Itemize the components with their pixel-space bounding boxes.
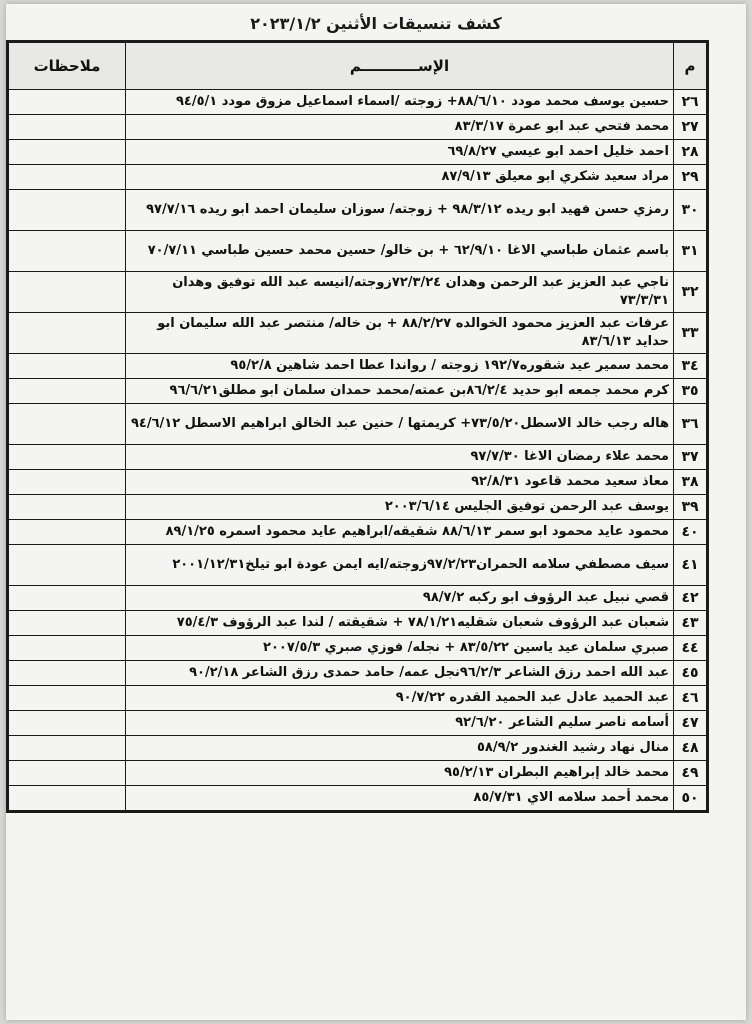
table-row — [8, 165, 708, 190]
row-notes — [8, 140, 126, 165]
row-name: حسين يوسف محمد مودد ٨٨/٦/١٠+ زوجته /اسماء اسماعيل مزوق مودد ٩٤/٥/١ — [126, 90, 674, 115]
row-name: سيف مصطفي سلامه الحمران٩٧/٢/٢٣زوجته/ايه ايمن عودة ابو تيلخ٢٠٠١/١٢/٣١ — [126, 545, 674, 586]
row-number: ٢٦ — [674, 90, 708, 115]
row-number: ٣٧ — [674, 445, 708, 470]
table-row — [8, 90, 708, 115]
row-name: عرفات عبد العزيز محمود الخوالده ٨٨/٢/٢٧ + بن خاله/ منتصر عبد الله سليمان ابو حدايد ٨٣/٦/١٣ — [126, 313, 674, 354]
table-row — [8, 470, 708, 495]
row-number: ٣٦ — [674, 404, 708, 445]
names-table — [6, 40, 709, 813]
row-notes — [8, 272, 126, 313]
row-name: محمود عايد محمود ابو سمر ٨٨/٦/١٣ شقيقه/ابراهيم عايد محمود اسمره ٨٩/١/٢٥ — [126, 520, 674, 545]
row-name: قصي نبيل عبد الرؤوف ابو ركبه ٩٨/٧/٢ — [126, 586, 674, 611]
row-name: معاذ سعيد محمد قاعود ٩٢/٨/٣١ — [126, 470, 674, 495]
row-name: هاله رجب خالد الاسطل٧٣/٥/٢٠+ كريمتها / حنين عبد الخالق ابراهيم الاسطل ٩٤/٦/١٢ — [126, 404, 674, 445]
row-number: ٤٩ — [674, 761, 708, 786]
row-notes — [8, 379, 126, 404]
table-row — [8, 313, 708, 354]
table-row — [8, 115, 708, 140]
row-number: ٣٥ — [674, 379, 708, 404]
row-notes — [8, 611, 126, 636]
row-notes — [8, 636, 126, 661]
row-notes — [8, 786, 126, 812]
header-notes: ملاحظات — [8, 42, 126, 90]
row-notes — [8, 445, 126, 470]
row-name: ناجي عبد العزيز عبد الرحمن وهدان ٧٢/٣/٢٤زوجته/انيسه عبد الله توفيق وهدان ٧٣/٣/٣١ — [126, 272, 674, 313]
table-row — [8, 404, 708, 445]
table-row — [8, 379, 708, 404]
row-number: ٣٤ — [674, 354, 708, 379]
row-notes — [8, 661, 126, 686]
document-title: كشف تنسيقات الأثنين ٢٠٢٣/١/٢ — [250, 14, 502, 33]
row-number: ٤٤ — [674, 636, 708, 661]
row-name: أسامه ناصر سليم الشاعر ٩٢/٦/٢٠ — [126, 711, 674, 736]
row-number: ٤٣ — [674, 611, 708, 636]
row-number: ٢٧ — [674, 115, 708, 140]
table-row — [8, 354, 708, 379]
row-number: ٣٨ — [674, 470, 708, 495]
row-notes — [8, 711, 126, 736]
row-number: ٢٨ — [674, 140, 708, 165]
row-notes — [8, 313, 126, 354]
row-name: شعبان عبد الرؤوف شعبان شقليه٧٨/١/٢١ + شقيقته / لندا عبد الرؤوف ٧٥/٤/٣ — [126, 611, 674, 636]
row-name: محمد سمير عيد شقوره١٩٢/٧ زوجته / رواندا عطا احمد شاهين ٩٥/٢/٨ — [126, 354, 674, 379]
table-row — [8, 231, 708, 272]
table-row — [8, 611, 708, 636]
row-number: ٤٥ — [674, 661, 708, 686]
row-number: ٤٧ — [674, 711, 708, 736]
row-number: ٤١ — [674, 545, 708, 586]
table-row — [8, 661, 708, 686]
table-row — [8, 190, 708, 231]
row-number: ٣٩ — [674, 495, 708, 520]
row-number: ٣١ — [674, 231, 708, 272]
row-notes — [8, 404, 126, 445]
row-number: ٤٨ — [674, 736, 708, 761]
table-row — [8, 761, 708, 786]
table-row — [8, 636, 708, 661]
row-notes — [8, 231, 126, 272]
row-number: ٥٠ — [674, 786, 708, 812]
table-row — [8, 786, 708, 812]
row-name: محمد خالد إبراهيم البطران ٩٥/٢/١٣ — [126, 761, 674, 786]
table-row — [8, 736, 708, 761]
row-notes — [8, 586, 126, 611]
row-notes — [8, 736, 126, 761]
table-header-row — [8, 42, 708, 90]
row-notes — [8, 115, 126, 140]
row-notes — [8, 761, 126, 786]
row-notes — [8, 354, 126, 379]
row-number: ٣٣ — [674, 313, 708, 354]
header-name: الإســـــــــــم — [126, 42, 674, 90]
table-row — [8, 586, 708, 611]
row-notes — [8, 90, 126, 115]
row-notes — [8, 520, 126, 545]
row-name: احمد خليل احمد ابو عيسي ٦٩/٨/٢٧ — [126, 140, 674, 165]
row-notes — [8, 545, 126, 586]
row-name: منال نهاد رشيد الغندور ٥٨/٩/٢ — [126, 736, 674, 761]
table-row — [8, 686, 708, 711]
table-row — [8, 445, 708, 470]
row-name: عبد الله احمد رزق الشاعر ٩٦/٢/٣نجل عمه/ حامد حمدى رزق الشاعر ٩٠/٢/١٨ — [126, 661, 674, 686]
row-name: صبري سلمان عيد ياسين ٨٣/٥/٢٢ + نجله/ فوزي صبري ٢٠٠٧/٥/٣ — [126, 636, 674, 661]
row-number: ٤٢ — [674, 586, 708, 611]
row-name: مراد سعيد شكري ابو معيلق ٨٧/٩/١٣ — [126, 165, 674, 190]
row-number: ٣٠ — [674, 190, 708, 231]
table-row — [8, 272, 708, 313]
row-name: محمد أحمد سلامه الاي ٨٥/٧/٣١ — [126, 786, 674, 812]
row-name: كرم محمد جمعه ابو حديد ٨٦/٢/٤بن عمته/محمد حمدان سلمان ابو مطلق٩٦/٦/٢١ — [126, 379, 674, 404]
row-number: ٢٩ — [674, 165, 708, 190]
table-row — [8, 520, 708, 545]
row-name: عبد الحميد عادل عبد الحميد القدره ٩٠/٧/٢٢ — [126, 686, 674, 711]
row-number: ٤٠ — [674, 520, 708, 545]
table-body — [8, 90, 708, 812]
row-notes — [8, 495, 126, 520]
row-notes — [8, 470, 126, 495]
table-row — [8, 545, 708, 586]
row-name: باسم عثمان طباسي الاغا ٦٢/٩/١٠ + بن خالو/ حسين محمد حسين طباسي ٧٠/٧/١١ — [126, 231, 674, 272]
row-name: محمد علاء رمضان الاغا ٩٧/٧/٣٠ — [126, 445, 674, 470]
table-row — [8, 140, 708, 165]
row-notes — [8, 165, 126, 190]
row-number: ٤٦ — [674, 686, 708, 711]
row-notes — [8, 190, 126, 231]
table-row — [8, 495, 708, 520]
row-name: يوسف عبد الرحمن توفيق الجليس ٢٠٠٣/٦/١٤ — [126, 495, 674, 520]
table-row — [8, 711, 708, 736]
row-notes — [8, 686, 126, 711]
row-number: ٣٢ — [674, 272, 708, 313]
header-num: م — [674, 42, 708, 90]
row-name: محمد فتحي عبد ابو عمرة ٨٣/٣/١٧ — [126, 115, 674, 140]
row-name: رمزي حسن فهيد ابو ريده ٩٨/٣/١٢ + زوجته/ سوزان سليمان احمد ابو ريده ٩٧/٧/١٦ — [126, 190, 674, 231]
